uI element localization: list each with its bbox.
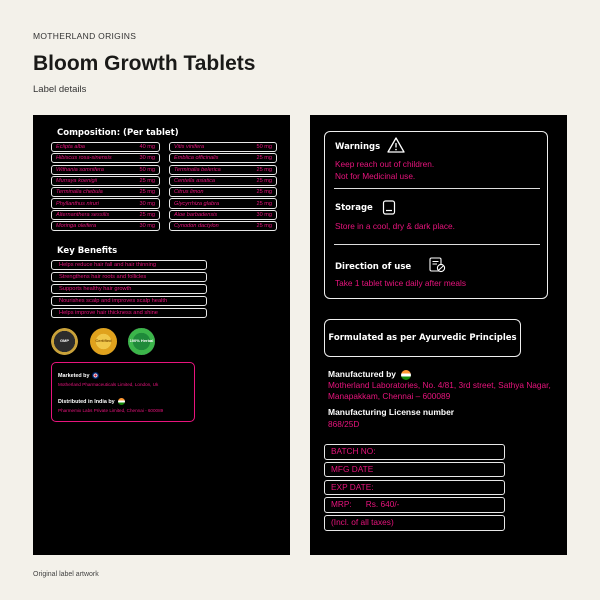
- storage-title: Storage: [335, 203, 373, 213]
- ingredient-name: Emblica officinalis: [174, 155, 219, 162]
- storage-text: Store in a cool, dry & dark place.: [335, 221, 455, 231]
- ingredient-name: Withania somnifera: [56, 166, 104, 173]
- label-panel-right: [310, 115, 567, 555]
- benefit-item: Supports healthy hair growth: [51, 284, 207, 294]
- warning-line: Keep reach out of children.: [335, 159, 435, 169]
- warning-icon: [387, 137, 405, 153]
- composition-row: [169, 221, 277, 231]
- warning-line: Not for Medicinal use.: [335, 171, 416, 181]
- mfg-date-field: MFG DATE: [324, 462, 505, 478]
- ingredient-name: Aloe barbadensis: [174, 211, 218, 218]
- uk-flag-icon: [92, 372, 99, 379]
- ingredient-name: Cynodon dactylon: [174, 223, 219, 230]
- tablet-instructions-icon: [429, 257, 446, 273]
- composition-row: [51, 153, 160, 163]
- ingredient-name: Phyllanthus niruri: [56, 200, 99, 207]
- distributed-value: Pharmemix Labs Private Limited, Chennai - 600089: [58, 408, 164, 413]
- composition-title: Composition: (Per tablet): [57, 128, 179, 138]
- ingredient-dose: 30 mg: [139, 200, 155, 207]
- benefit-item: Strengthens hair roots and follicles: [51, 272, 207, 282]
- ingredient-name: Murraya koenigii: [56, 177, 98, 184]
- taxes-note: (Incl. of all taxes): [324, 515, 505, 531]
- ingredient-name: Centella asiatica: [174, 177, 216, 184]
- ingredient-dose: 25 mg: [256, 200, 272, 207]
- license-label: Manufacturing License number: [328, 407, 455, 417]
- herbal-badge-icon: [128, 328, 155, 355]
- benefit-item: Nourishes scalp and improves scalp health: [51, 296, 207, 306]
- benefits-title: Key Benefits: [57, 246, 118, 256]
- benefit-item: Helps improve hair thickness and shine: [51, 308, 207, 318]
- ingredient-dose: 50 mg: [256, 144, 272, 151]
- batch-details: [324, 444, 505, 533]
- badge-label: GMP: [59, 338, 70, 343]
- badge-label: 100% Herbal: [129, 338, 154, 343]
- manufactured-value: Motherland Laboratories, No. 4/81, 3rd street, Sathya Nagar, Manapakkam, Chennai – 600089: [328, 380, 551, 401]
- ingredient-name: Terminalia chebula: [56, 189, 103, 196]
- ingredient-name: Terminalia belerica: [174, 166, 221, 173]
- composition-row: [51, 176, 160, 186]
- ingredient-dose: 25 mg: [139, 211, 155, 218]
- mrp-value: Rs. 640/-: [365, 499, 400, 510]
- ingredient-dose: 30 mg: [139, 155, 155, 162]
- ingredient-dose: 25 mg: [139, 177, 155, 184]
- mrp-field: [324, 497, 505, 513]
- marketed-value: Motherland Pharmaceuticals Limited, London, Uk: [58, 382, 159, 387]
- ingredient-name: Citrus limon: [174, 189, 204, 196]
- mrp-label: MRP:: [331, 499, 352, 510]
- divider: [334, 244, 540, 245]
- badge-label: Certified: [95, 338, 112, 343]
- exp-date-field: EXP DATE:: [324, 480, 505, 496]
- india-flag-icon: [401, 370, 411, 380]
- direction-text: Take 1 tablet twice daily after meals: [335, 278, 466, 288]
- composition-row: [51, 165, 160, 175]
- divider: [334, 188, 540, 189]
- benefits-list: [51, 260, 207, 320]
- ingredient-name: Moringa oleifera: [56, 223, 97, 230]
- ingredient-name: Vitis vinifera: [174, 144, 205, 151]
- ingredient-dose: 25 mg: [256, 155, 272, 162]
- page-subtitle: Label details: [33, 84, 87, 95]
- footer-caption: Original label artwork: [33, 571, 99, 578]
- gmp-badge-icon: [51, 328, 78, 355]
- ingredient-dose: 25 mg: [139, 189, 155, 196]
- storage-box-icon: [382, 200, 396, 215]
- composition-column-2: [169, 142, 277, 232]
- composition-row: [169, 198, 277, 208]
- page-title: Bloom Growth Tablets: [33, 52, 256, 75]
- warnings-title: Warnings: [335, 142, 381, 152]
- certified-badge-icon: [90, 328, 117, 355]
- distributed-label: Distributed in India by: [58, 398, 125, 405]
- ingredient-dose: 25 mg: [256, 223, 272, 230]
- composition-row: [169, 165, 277, 175]
- ingredient-dose: 30 mg: [256, 211, 272, 218]
- ingredient-dose: 25 mg: [256, 177, 272, 184]
- ingredient-dose: 25 mg: [256, 166, 272, 173]
- benefit-item: Helps reduce hair fall and hair thinning: [51, 260, 207, 270]
- composition-row: [51, 210, 160, 220]
- brand-name: MOTHERLAND ORIGINS: [33, 31, 137, 41]
- label-panel-left: [33, 115, 290, 555]
- india-flag-icon: [118, 398, 125, 405]
- marketing-box: [51, 362, 195, 422]
- ingredient-name: Eclipta alba: [56, 144, 85, 151]
- ingredient-dose: 30 mg: [139, 223, 155, 230]
- direction-title: Direction of use: [335, 262, 412, 272]
- composition-row: [51, 198, 160, 208]
- ayurvedic-statement: Formulated as per Ayurvedic Principles: [324, 319, 521, 357]
- composition-row: [169, 153, 277, 163]
- marketed-label: Marketed by: [58, 372, 99, 379]
- composition-column-1: [51, 142, 160, 232]
- composition-row: [169, 187, 277, 197]
- composition-row: [169, 142, 277, 152]
- composition-row: [169, 210, 277, 220]
- manufactured-label: Manufactured by: [328, 369, 411, 380]
- composition-row: [169, 176, 277, 186]
- ingredient-name: Glycyrrhiza glabra: [174, 200, 220, 207]
- ingredient-name: Hibiscus rosa-sinensis: [56, 155, 112, 162]
- ingredient-dose: 25 mg: [256, 189, 272, 196]
- composition-row: [51, 142, 160, 152]
- warnings-box: [324, 131, 548, 299]
- batch-no-field: BATCH NO:: [324, 444, 505, 460]
- ingredient-dose: 40 mg: [139, 144, 155, 151]
- composition-row: [51, 187, 160, 197]
- ingredient-name: Alternanthera sessilis: [56, 211, 110, 218]
- ingredient-dose: 50 mg: [139, 166, 155, 173]
- license-value: 868/25D: [328, 419, 360, 429]
- composition-row: [51, 221, 160, 231]
